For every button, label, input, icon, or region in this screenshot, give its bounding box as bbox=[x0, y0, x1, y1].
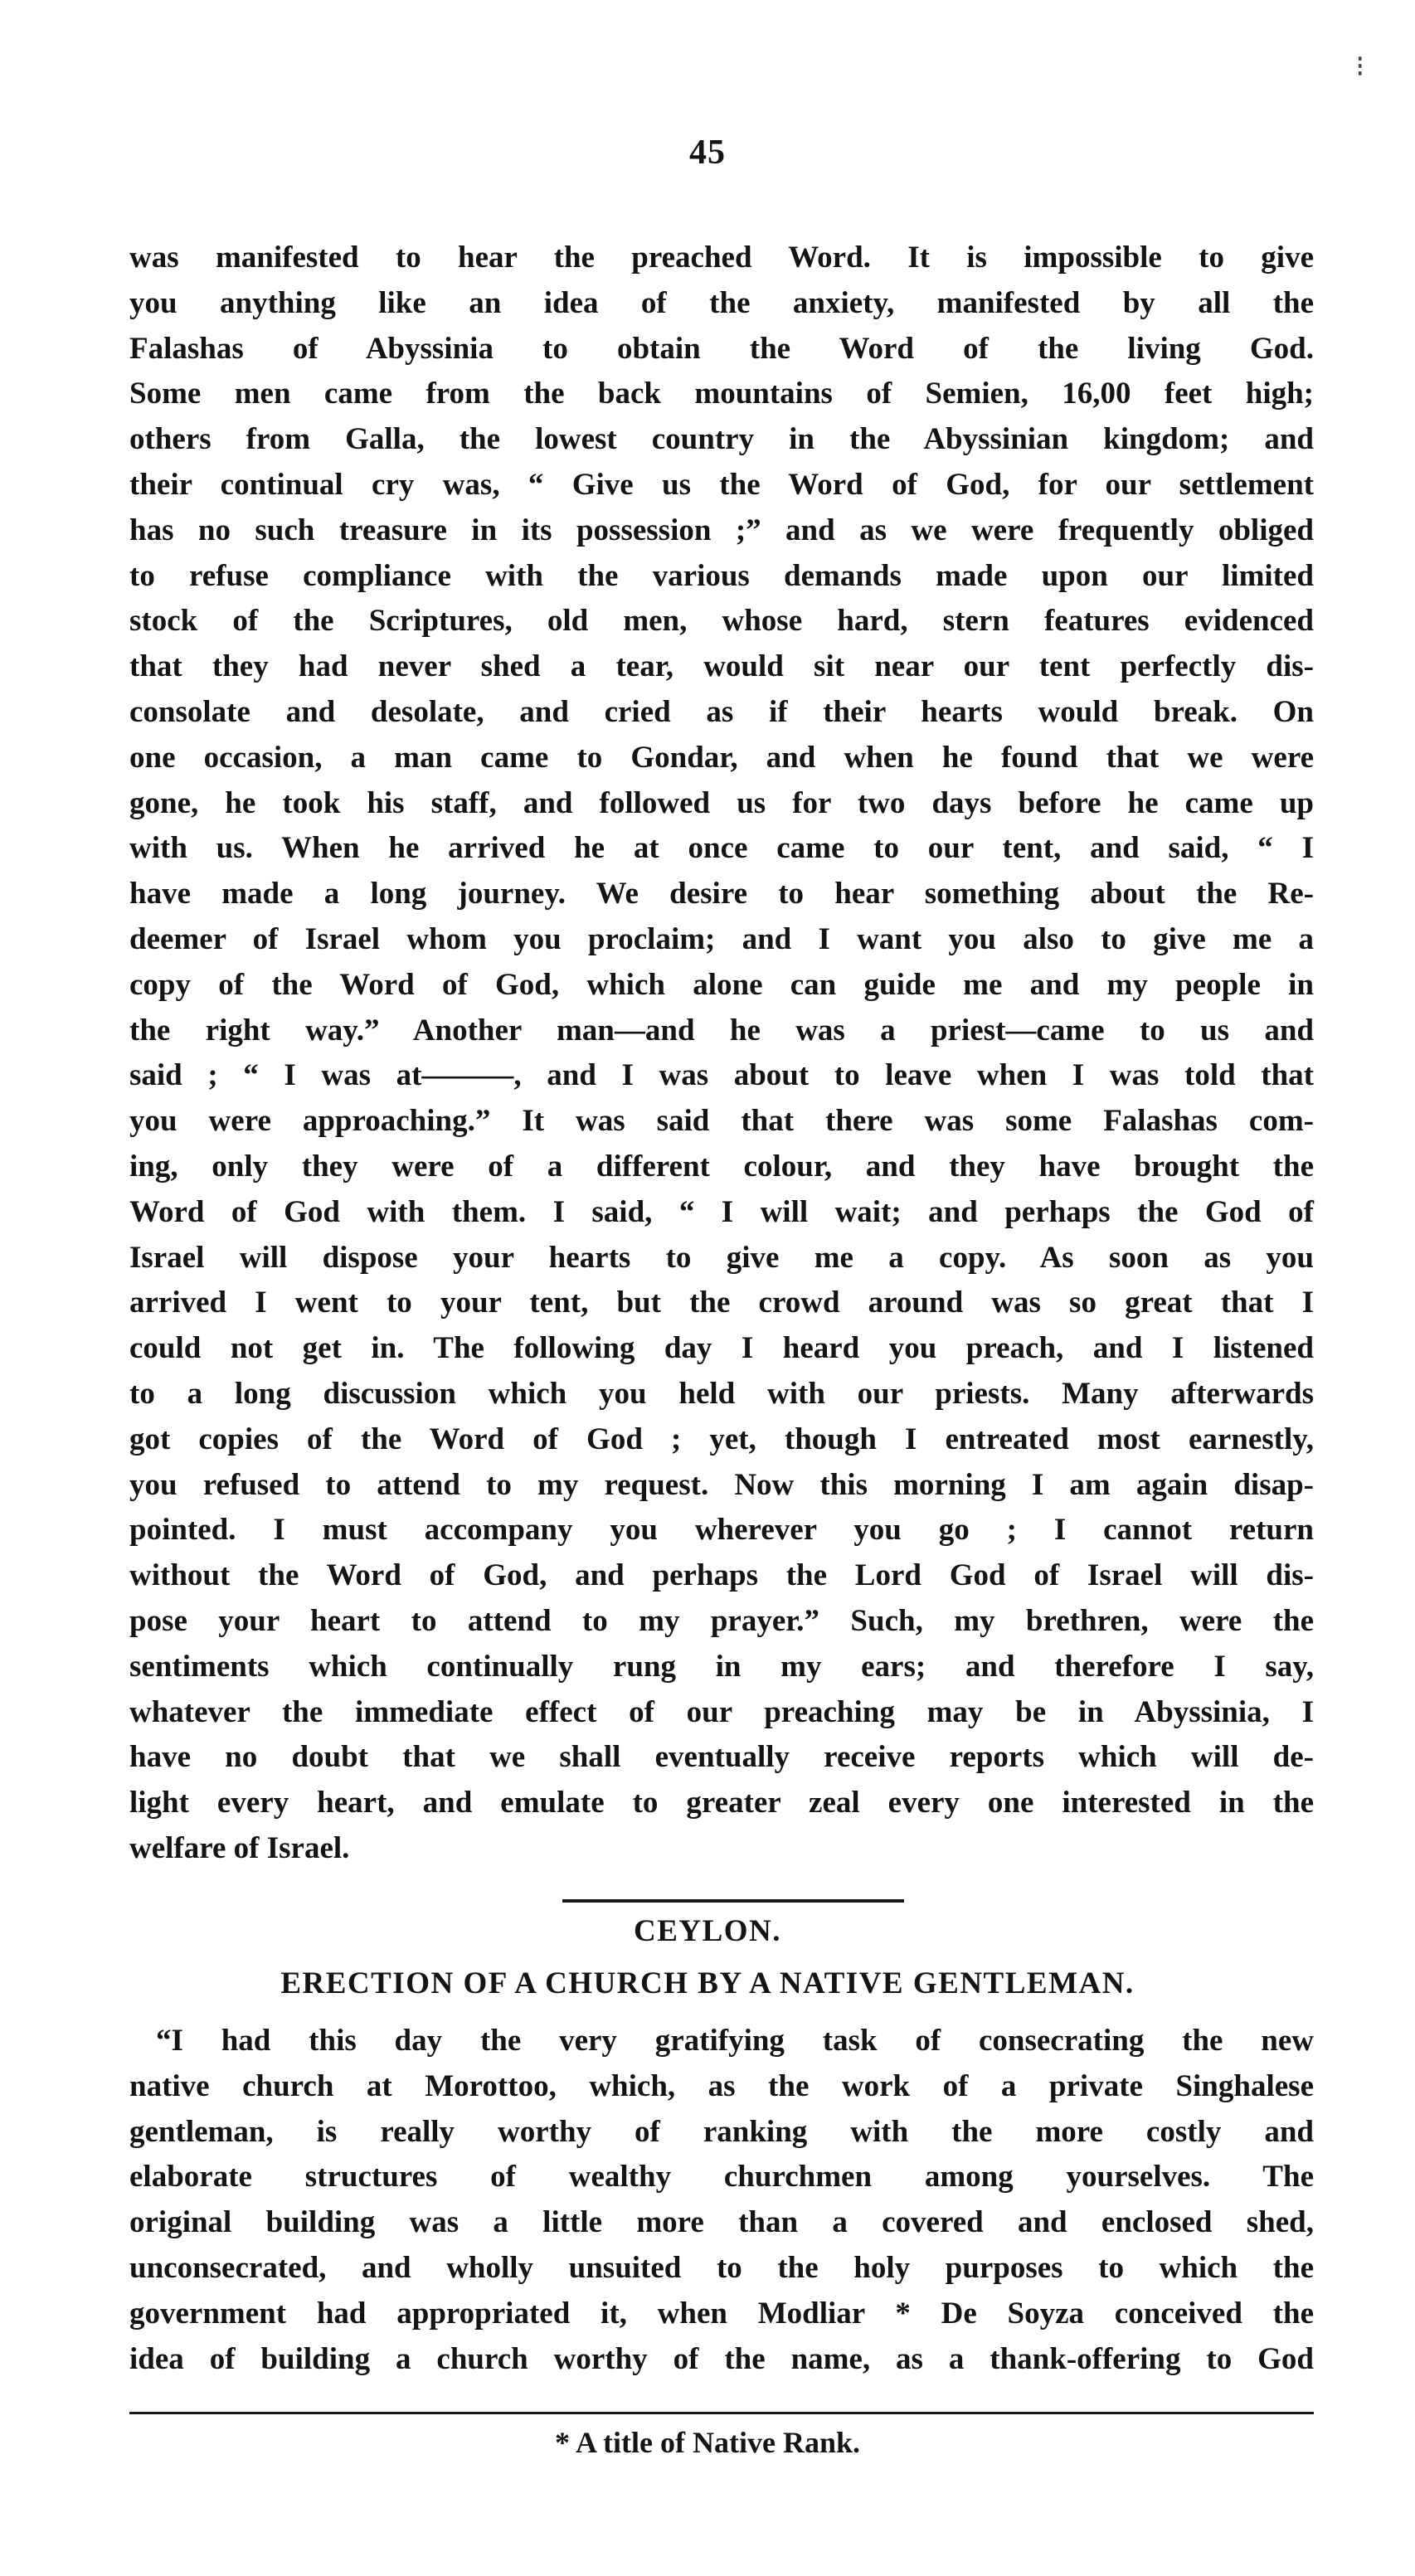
text-line: elaborate structures of wealthy churchmen among yourselves. The bbox=[129, 2160, 1314, 2194]
text-line: gone, he took his staff, and followed us for two days before he came up bbox=[129, 785, 1314, 820]
footnote: * A title of Native Rank. bbox=[555, 2426, 860, 2459]
text-line: was manifested to hear the preached Word. It is impossible to give bbox=[129, 241, 1314, 275]
text-line: the right way.” Another man—and he was a priest—came to us and bbox=[129, 1013, 1314, 1047]
section-title: CEYLON. bbox=[633, 1914, 782, 1948]
text-line: pose your heart to attend to my prayer.” Such, my brethren, were the bbox=[129, 1603, 1314, 1638]
text-line: unconsecrated, and wholly unsuited to the holy purposes to which the bbox=[129, 2250, 1314, 2285]
text-line: gentleman, is really worthy of ranking with the more costly and bbox=[129, 2114, 1314, 2149]
section-divider bbox=[562, 1899, 904, 1903]
section-subtitle: ERECTION OF A CHURCH BY A NATIVE GENTLEMAN. bbox=[280, 1966, 1135, 2000]
text-line: to a long discussion which you held with our priests. Many afterwards bbox=[129, 1376, 1314, 1411]
text-line: that they had never shed a tear, would sit near our tent perfectly dis- bbox=[129, 649, 1314, 684]
text-line: without the Word of God, and perhaps the Lord God of Israel will dis- bbox=[129, 1558, 1314, 1593]
text-line: arrived I went to your tent, but the crowd around was so great that I bbox=[129, 1286, 1314, 1320]
text-line: said ; “ I was at———, and I was about to leave when I was told that bbox=[129, 1058, 1314, 1093]
text-line: has no such treasure in its possession ;” and as we were frequently obliged bbox=[129, 513, 1314, 547]
text-line: whatever the immediate effect of our preaching may be in Abyssinia, I bbox=[129, 1694, 1314, 1729]
text-line: stock of the Scriptures, old men, whose hard, stern features evidenced bbox=[129, 604, 1314, 639]
text-line: copy of the Word of God, which alone can guide me and my people in bbox=[129, 967, 1314, 1002]
text-line: got copies of the Word of God ; yet, though I entreated most earnestly, bbox=[129, 1422, 1314, 1456]
body-paragraph bbox=[129, 236, 1314, 1872]
text-line: consolate and desolate, and cried as if their hearts would break. On bbox=[129, 694, 1314, 729]
text-line: Some men came from the back mountains of Semien, 16,00 feet high; bbox=[129, 377, 1314, 411]
text-line: Israel will dispose your hearts to give me a copy. As soon as you bbox=[129, 1240, 1314, 1275]
text-line: Word of God with them. I said, “ I will wait; and perhaps the God of bbox=[129, 1194, 1314, 1229]
text-line: government had appropriated it, when Modliar * De Soyza conceived the bbox=[129, 2296, 1314, 2331]
text-line: you were approaching.” It was said that there was some Falashas com- bbox=[129, 1104, 1314, 1139]
text-line: with us. When he arrived he at once came to our tent, and said, “ I bbox=[129, 831, 1314, 866]
text-line: others from Galla, the lowest country in the Abyssinian kingdom; and bbox=[129, 422, 1314, 457]
text-line: to refuse compliance with the various demands made upon our limited bbox=[129, 558, 1314, 593]
text-line: you refused to attend to my request. Now this morning I am again disap- bbox=[129, 1467, 1314, 1502]
section-paragraph bbox=[129, 2019, 1314, 2382]
text-line: pointed. I must accompany you wherever you go ; I cannot return bbox=[129, 1513, 1314, 1548]
text-line: their continual cry was, “ Give us the Word of God, for our settlement bbox=[129, 467, 1314, 502]
text-line: sentiments which continually rung in my ears; and therefore I say, bbox=[129, 1649, 1314, 1684]
text-line: native church at Morottoo, which, as the work of a private Singhalese bbox=[129, 2068, 1314, 2103]
text-line: deemer of Israel whom you proclaim; and I want you also to give me a bbox=[129, 921, 1314, 956]
text-line: one occasion, a man came to Gondar, and when he found that we were bbox=[129, 740, 1314, 775]
text-line: Falashas of Abyssinia to obtain the Word of the living God. bbox=[129, 331, 1314, 366]
text-line: original building was a little more than a covered and enclosed shed, bbox=[129, 2205, 1314, 2240]
text-line: could not get in. The following day I heard you preach, and I listened bbox=[129, 1331, 1314, 1366]
margin-mark: ⁝ bbox=[1355, 50, 1365, 83]
text-line: “I had this day the very gratifying task of consecrating the new bbox=[156, 2024, 1314, 2058]
page-number: 45 bbox=[689, 134, 726, 172]
footnote-divider bbox=[129, 2412, 1314, 2414]
text-line: have made a long journey. We desire to hear something about the Re- bbox=[129, 877, 1314, 911]
text-line: you anything like an idea of the anxiety, manifested by all the bbox=[129, 285, 1314, 320]
text-line: ing, only they were of a different colour, and they have brought the bbox=[129, 1149, 1314, 1184]
text-line: welfare of Israel. bbox=[129, 1830, 350, 1865]
text-line: light every heart, and emulate to greater zeal every one interested in the bbox=[129, 1786, 1314, 1820]
text-line: idea of building a church worthy of the name, as a thank-offering to God bbox=[129, 2341, 1314, 2376]
text-line: have no doubt that we shall eventually receive reports which will de- bbox=[129, 1740, 1314, 1775]
